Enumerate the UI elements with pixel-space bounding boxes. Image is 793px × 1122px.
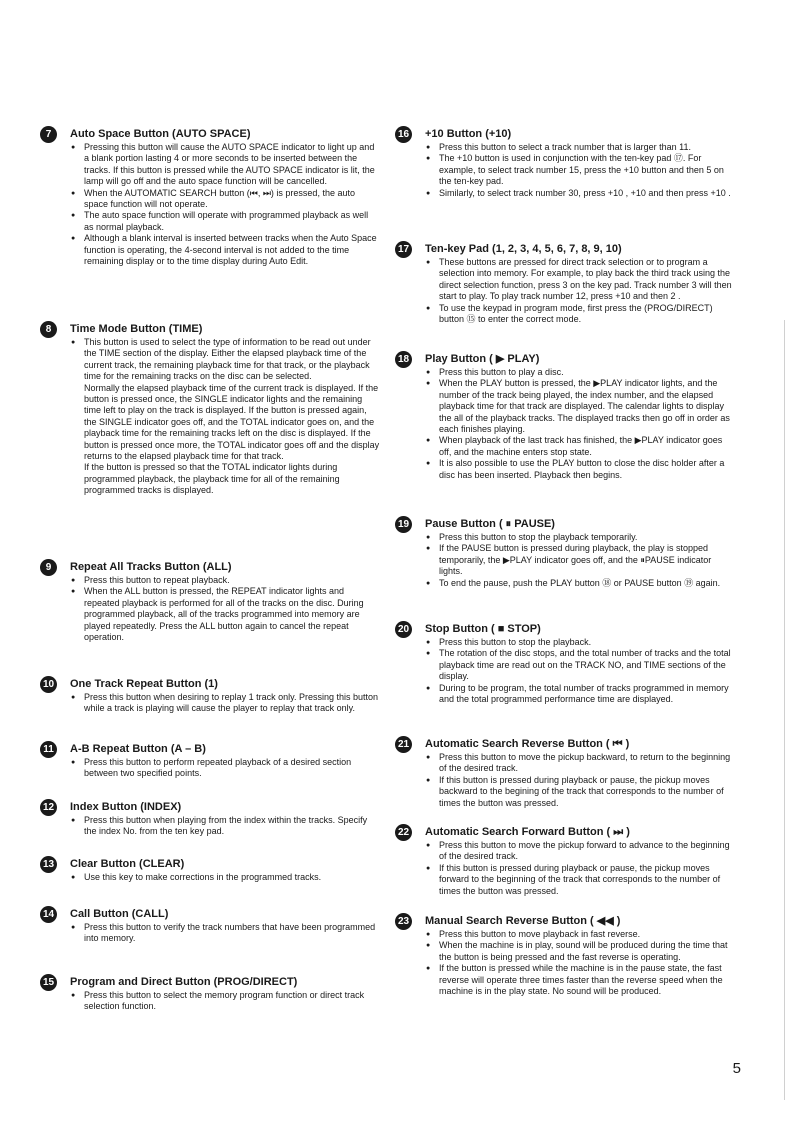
bullet-item: ● If the button is pressed while the machine is in the pause state, the fast reverse will operate three times faster than the reverse speed when the machine is in the play state. No sound will be produced. [425,963,735,997]
bullet-item: ● When the machine is in play, sound will be produced during the time that the button is being pressed and the fast reverse is operating. [425,940,735,963]
bullet-list [425,637,735,705]
section-number-badge: 23 [395,913,412,930]
section-title: Automatic Search Forward Button ( ⏭ ) [425,826,630,838]
section-title: One Track Repeat Button (1) [70,678,218,690]
section-title: Index Button (INDEX) [70,801,182,813]
section-8 [40,321,380,497]
section-title: Call Button (CALL) [70,908,169,920]
section-number-badge: 17 [395,241,412,258]
bullet-item: ● The rotation of the disc stops, and the total number of tracks and the total playback time are read out on the TRACK NO, and TIME sections of the display. [425,648,735,682]
bullet-item: ● The auto space function will operate with programmed playback as well as normal playback. [70,210,380,233]
bullet-list [70,692,380,715]
section-22 [395,824,735,897]
section-7 [40,126,380,267]
section-13 [40,856,380,883]
bullet-item: ● Pressing this button will cause the AUTO SPACE indicator to light up and a blank portion lasting 4 or more seconds to be inserted between the tracks. If this button is pressed while the AUTO SPACE indicator is lit, the lamp will go off and the auto space function will be cancelled. [70,142,380,188]
bullet-item: ● It is also possible to use the PLAY button to close the disc holder after a disc has been inserted. Playback then begins. [425,458,735,481]
bullet-list [425,929,735,997]
section-18 [395,351,735,481]
section-12 [40,799,380,838]
bullet-item: ● Press this button to select a track number that is larger than 11. [425,142,735,153]
bullet-list [70,922,380,945]
bullet-list [70,757,380,780]
bullet-item: ● Press this button to move playback in fast reverse. [425,929,735,940]
section-number-badge: 18 [395,351,412,368]
bullet-item: ● If this button is pressed during playback or pause, the pickup moves forward to the beginning of the track that corresponds to the number of times the button was pressed. [425,863,735,897]
section-number-badge: 21 [395,736,412,753]
bullet-item: ● Press this button to verify the track numbers that have been programmed into memory. [70,922,380,945]
bullet-item: ● Similarly, to select track number 30, press +10 , +10 and then press +10 . [425,188,735,199]
section-title: Program and Direct Button (PROG/DIRECT) [70,976,298,988]
section-title: Repeat All Tracks Button (ALL) [70,561,232,573]
section-number-badge: 9 [40,559,57,576]
bullet-item: ● When the PLAY button is pressed, the ▶PLAY indicator lights, and the number of the track being played, the index number, and the elapsed playback time for that track are displayed. The calendar lights to display the all of the playback tracks. The displayed tracks then go off in order as each finishes playing. [425,378,735,435]
section-number-badge: 15 [40,974,57,991]
section-15 [40,974,380,1013]
bullet-item: ● Press this button to stop the playback temporarily. [425,532,735,543]
section-title: Ten-key Pad (1, 2, 3, 4, 5, 6, 7, 8, 9, 10) [425,243,622,255]
bullet-item: ● During to be program, the total number of tracks programmed in memory and the total programmed performance time are displayed. [425,683,735,706]
section-title: Automatic Search Reverse Button ( ⏮ ) [425,738,630,750]
paragraph: If the button is pressed so that the TOTAL indicator lights during programmed playback, the playback time for all of the remaining programmed tracks is displayed. [84,462,340,496]
section-number-badge: 16 [395,126,412,143]
bullet-list [425,142,735,199]
section-title: Clear Button (CLEAR) [70,858,185,870]
bullet-item: ● When the AUTOMATIC SEARCH button (⏮, ⏭) is pressed, the auto space function will not operate. [70,188,380,211]
bullet-item: ● Press this button when playing from the index within the tracks. Specify the index No. from the ten key pad. [70,815,380,838]
paragraph: Normally the elapsed playback time of the current track is displayed. If the button is pressed once, the SINGLE indicator lights and the remaining time left to play on the track is displayed. If the button is pressed again, the SINGLE indicator goes off, and the TOTAL indicator goes on, and the playback time for the remaining tracks left on the disc is displayed. If the button is pressed once more, the TOTAL indicator goes off and the display returns to the elapsed playback time for that track. [84,382,380,462]
section-number-badge: 20 [395,621,412,638]
bullet-item: ● Press this button to play a disc. [425,367,735,378]
section-number-badge: 19 [395,516,412,533]
section-19 [395,516,735,589]
bullet-list [70,990,380,1013]
bullet-item: ● If this button is pressed during playback or pause, the pickup moves backward to the begining of the track that corresponds to the number of times the button was pressed. [425,775,735,809]
bullet-item: ● Press this button to move the pickup forward to advance to the beginning of the desired track. [425,840,735,863]
section-number-badge: 14 [40,906,57,923]
bullet-item: ● Press this button to repeat playback. [70,575,380,586]
bullet-item: ● This button is used to select the type of information to be read out under the TIME section of the display. Either the elapsed playback time of the current track, the remaining playback time for that track, or the playback time for the remaining tracks on the disc can be selected. [70,337,380,383]
section-title: Auto Space Button (AUTO SPACE) [70,128,251,140]
section-title: Play Button ( ▶ PLAY) [425,353,540,365]
bullet-list [425,840,735,897]
bullet-item: ● When playback of the last track has finished, the ▶PLAY indicator goes off, and the machine enters stop state. [425,435,735,458]
bullet-item: ● The +10 button is used in conjunction with the ten-key pad ⑰. For example, to select track number 15, press the +10 button and then 5 on the ten-key pad. [425,153,735,187]
section-number-badge: 10 [40,676,57,693]
section-number-badge: 13 [40,856,57,873]
bullet-item: ● To use the keypad in program mode, first press the (PROG/DIRECT) button ⑮ to enter the correct mode. [425,303,735,326]
section-title: Time Mode Button (TIME) [70,323,203,335]
section-title: Manual Search Reverse Button ( ◀◀ ) [425,915,621,927]
section-10 [40,676,380,715]
section-14 [40,906,380,945]
section-number-badge: 11 [40,741,57,758]
bullet-item: ● These buttons are pressed for direct track selection or to program a selection into memory. For example, to play back the third track using the direct selection function, press 3 on the key pad. Track number 3 will then start to play. To play track number 12, press +10 and then 2 . [425,257,735,303]
bullet-item: ● When the ALL button is pressed, the REPEAT indicator lights and repeated playback is performed for all of the tracks on the disc. During programmed playback, all of the tracks programmed into memory are played repeatedly. Press the ALL button again to cancel the repeat operation. [70,586,380,643]
section-number-badge: 8 [40,321,57,338]
section-title: A-B Repeat Button (A – B) [70,743,206,755]
section-17 [395,241,735,325]
section-9 [40,559,380,643]
bullet-item: ● Although a blank interval is inserted between tracks when the Auto Space function is operating, the 4-second interval is not added to the time remaining display or to the time display during Auto Edit. [70,233,380,267]
page-number: 5 [732,1060,741,1077]
bullet-list [70,815,380,838]
section-title: Stop Button ( ■ STOP) [425,623,541,635]
bullet-item: ● Press this button to stop the playback. [425,637,735,648]
section-21 [395,736,735,809]
bullet-item: ● If the PAUSE button is pressed during playback, the play is stopped temporarily, the ▶PLAY indicator goes off, and the ⏸PAUSE indicator lights. [425,543,735,577]
bullet-list [70,142,380,267]
section-title: +10 Button (+10) [425,128,512,140]
bullet-item: ● Press this button to select the memory program function or direct track selection function. [70,990,380,1013]
bullet-list [425,752,735,809]
section-20 [395,621,735,705]
bullet-list [425,532,735,589]
section-16 [395,126,735,199]
bullet-list [70,872,380,883]
section-number-badge: 7 [40,126,57,143]
bullet-item: ● Press this button to move the pickup backward, to return to the beginning of the desired track. [425,752,735,775]
section-11 [40,741,380,780]
bullet-item: ● Press this button to perform repeated playback of a desired section between two specified points. [70,757,380,780]
bullet-item: ● Use this key to make corrections in the programmed tracks. [70,872,380,883]
bullet-item: ● Press this button when desiring to replay 1 track only. Pressing this button while a track is playing will cause the player to replay that track only. [70,692,380,715]
section-title: Pause Button ( ⏸ PAUSE) [425,518,555,530]
bullet-list [70,337,380,383]
section-number-badge: 12 [40,799,57,816]
bullet-item: ● To end the pause, push the PLAY button ⑱ or PAUSE button ⑲ again. [425,578,735,589]
scan-edge-line [784,320,785,1100]
bullet-list [425,257,735,325]
section-23 [395,913,735,997]
bullet-list [425,367,735,481]
section-number-badge: 22 [395,824,412,841]
bullet-list [70,575,380,643]
